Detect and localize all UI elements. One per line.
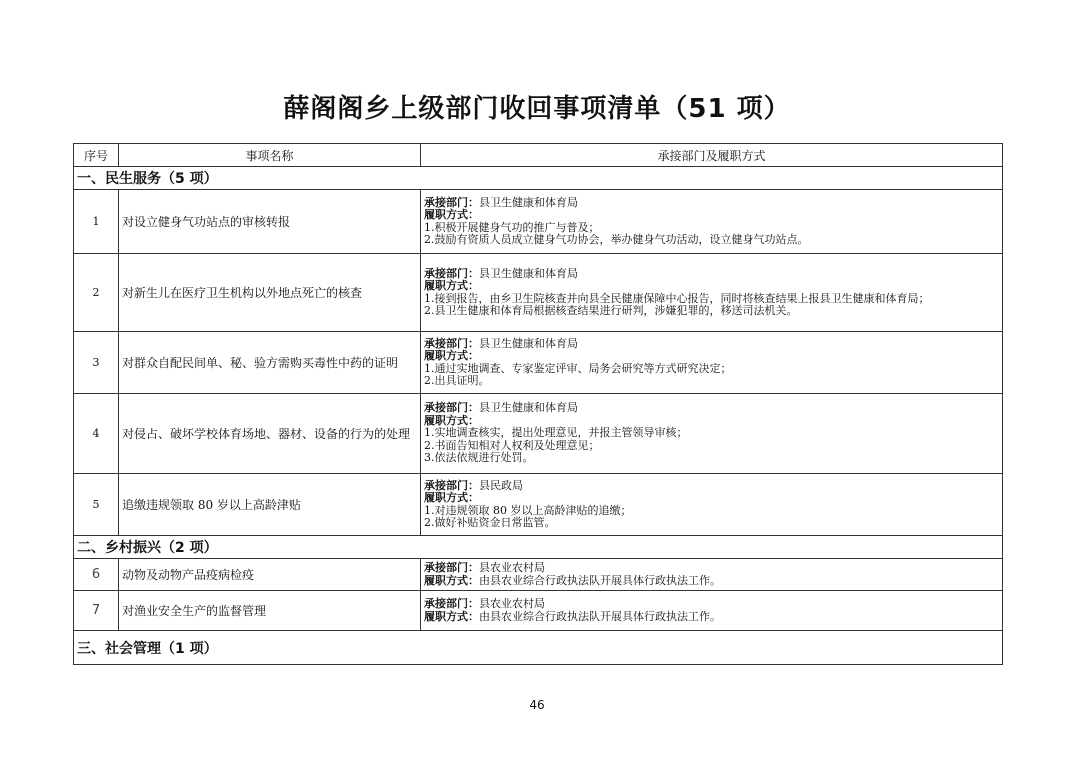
- row-number: 5: [74, 474, 119, 536]
- table-header-row: [74, 144, 1003, 167]
- dept-value: 县民政局: [479, 478, 523, 492]
- item-name: 对侵占、破坏学校体育场地、器材、设备的行为的处理: [119, 394, 421, 474]
- item-name: 对群众自配民间单、秘、验方需购买毒性中药的证明: [119, 332, 421, 394]
- document-title: 薛阁阁乡上级部门收回事项清单（51 项）: [283, 94, 791, 124]
- method-line: 1.通过实地调查、专家鉴定评审、局务会研究等方式研究决定；: [424, 361, 732, 375]
- method-line: 2.做好补贴资金日常监管。: [424, 516, 556, 529]
- row-number: 7: [74, 591, 119, 631]
- method-label: 履职方式：: [424, 349, 479, 362]
- table-row: [74, 190, 1003, 254]
- method-label: 履职方式：: [424, 491, 479, 504]
- method-label: 履职方式：: [424, 413, 479, 427]
- page-number: 46: [529, 698, 545, 712]
- method-line: 1.接到报告，由乡卫生院核查并向县全民健康保障中心报告，同时将核查结果上报县卫生健康和体育局；: [424, 291, 930, 305]
- header-method: 承接部门及履职方式: [421, 144, 1003, 167]
- table-row: [74, 591, 1003, 631]
- item-detail: [421, 190, 1003, 254]
- row-number: 3: [74, 332, 119, 394]
- table-row: [74, 332, 1003, 394]
- item-detail: [421, 394, 1003, 474]
- item-name: 动物及动物产品疫病检疫: [119, 559, 421, 591]
- item-name: 追缴违规领取 80 岁以上高龄津贴: [119, 474, 421, 536]
- table-row: [74, 254, 1003, 332]
- dept-value: 县农业农村局: [479, 561, 545, 574]
- method-line: 2.书面告知相对人权利及处理意见；: [424, 438, 600, 452]
- item-detail: [421, 332, 1003, 394]
- dept-value: 县卫生健康和体育局: [479, 401, 578, 415]
- method-line: 1.积极开展健身气功的推广与普及；: [424, 220, 600, 234]
- section-row: [74, 167, 1003, 190]
- item-detail: [421, 254, 1003, 332]
- method-label: 履职方式：: [424, 573, 479, 587]
- dept-value: 县卫生健康和体育局: [479, 195, 578, 209]
- item-detail: [421, 559, 1003, 591]
- row-number: 6: [74, 559, 119, 591]
- dept-label: 承接部门：: [424, 336, 479, 350]
- method-label: 履职方式：: [424, 208, 479, 221]
- dept-label: 承接部门：: [424, 597, 479, 610]
- table-row: [74, 474, 1003, 536]
- section-label: 一、民生服务（5 项）: [74, 167, 1003, 190]
- dept-value: 县卫生健康和体育局: [479, 266, 578, 280]
- method-line: 2.鼓励有资质人员成立健身气功协会，举办健身气功活动，设立健身气功站点。: [424, 233, 809, 246]
- header-no: 序号: [74, 144, 119, 167]
- dept-label: 承接部门：: [424, 266, 479, 280]
- row-number: 4: [74, 394, 119, 474]
- item-detail: [421, 474, 1003, 536]
- method-line: 2.县卫生健康和体育局根据核查结果进行研判，涉嫌犯罪的，移送司法机关。: [424, 304, 798, 317]
- method-value: 由县农业综合行政执法队开展具体行政执法工作。: [479, 609, 721, 623]
- section-row: [74, 631, 1003, 665]
- table-row: [74, 559, 1003, 591]
- method-label: 履职方式：: [424, 279, 479, 292]
- dept-label: 承接部门：: [424, 478, 479, 492]
- section-label: 三、社会管理（1 项）: [74, 631, 1003, 665]
- section-row: [74, 536, 1003, 559]
- item-name: 对设立健身气功站点的审核转报: [119, 190, 421, 254]
- dept-label: 承接部门：: [424, 561, 479, 574]
- dept-value: 县农业农村局: [479, 597, 545, 610]
- method-value: 由县农业综合行政执法队开展具体行政执法工作。: [479, 573, 721, 587]
- items-table: [73, 143, 1003, 665]
- method-line: 2.出具证明。: [424, 374, 490, 387]
- dept-value: 县卫生健康和体育局: [479, 336, 578, 350]
- item-detail: [421, 591, 1003, 631]
- table-row: [74, 394, 1003, 474]
- dept-label: 承接部门：: [424, 401, 479, 415]
- dept-label: 承接部门：: [424, 195, 479, 209]
- method-line: 1.实地调查核实，提出处理意见，并报主管领导审核；: [424, 426, 688, 440]
- row-number: 2: [74, 254, 119, 332]
- method-line: 1.对违规领取 80 岁以上高龄津贴的追缴；: [424, 503, 632, 517]
- row-number: 1: [74, 190, 119, 254]
- header-name: 事项名称: [119, 144, 421, 167]
- method-label: 履职方式：: [424, 609, 479, 623]
- section-label: 二、乡村振兴（2 项）: [74, 536, 1003, 559]
- item-name: 对新生儿在医疗卫生机构以外地点死亡的核查: [119, 254, 421, 332]
- item-name: 对渔业安全生产的监督管理: [119, 591, 421, 631]
- method-line: 3.依法依规进行处罚。: [424, 451, 534, 465]
